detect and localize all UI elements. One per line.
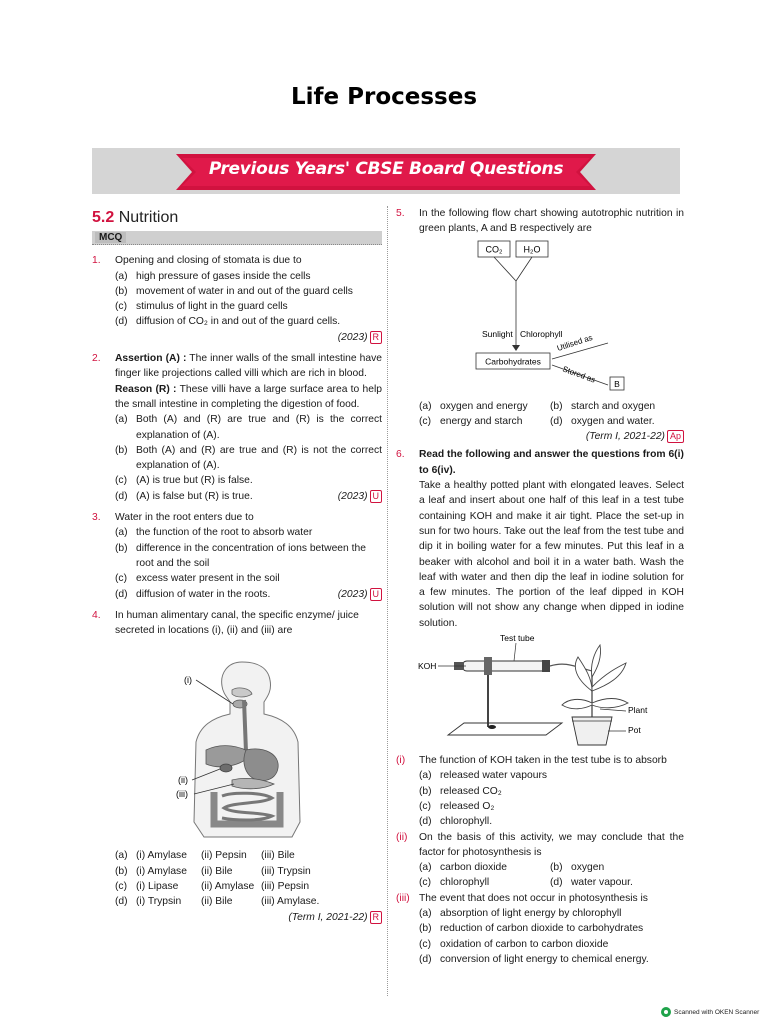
question-6-passage: Take a healthy potted plant with elongated leaves. Select a leaf and insert about one half of this leaf in a test tube containing KOH and make it air tight. Place the set-up in sun for two hours. Take out the leaf from the test tube and dip it in boiling water for a few minutes. Put this leaf in a beaker with alcohol and boil it in a water bath. Wash the leaf with water and then dip the leaf in iodine solution for a few minutes. The portion of the leaf dipped in KOH solution will not show any change when dipped in iodine solution. xyxy=(419,480,684,629)
question-6-iii: (iii) The event that does not occur in photosynthesis is xyxy=(396,892,648,904)
chart-stored: Stored as xyxy=(561,364,597,385)
q4-option-b: (b) (i) Amylase (ii) Bile (iii) Trypsin xyxy=(115,865,311,877)
question-2: 2. Assertion (A) : The inner walls of the small intestine have finger like projections called villi which are rich in blood. xyxy=(92,353,383,380)
chart-a: A xyxy=(614,338,620,349)
q1-option-d: (d) diffusion of CO₂ in and out of the guard cells. xyxy=(115,316,341,328)
fig-koh-label: KOH xyxy=(418,661,437,672)
q2-option-c: (c) (A) is true but (R) is false. xyxy=(115,475,253,487)
q2-option-a: (a) Both (A) and (R) are true and (R) is the correct explanation of (A). xyxy=(115,414,382,441)
q5-options-row-2: (c) energy and starch (d) oxygen and water. xyxy=(419,415,655,427)
scanner-watermark: Scanned with OKEN Scanner xyxy=(661,1007,759,1017)
left-column xyxy=(92,206,382,925)
q5-options-row-1: (a) oxygen and energy (b) starch and oxygen xyxy=(419,400,656,412)
q3-option-d: (d) diffusion of water in the roots. (2023) U xyxy=(92,587,382,602)
question-2-reason: Reason (R) : These villi have a large surface area to help the small intestine in completing the digestion of food. xyxy=(115,383,383,410)
fig-label-i: (i) xyxy=(184,675,192,686)
q6ii-options-row-1: (a) carbon dioxide (b) oxygen xyxy=(419,862,605,874)
q3-option-a: (a) the function of the root to absorb water xyxy=(115,527,313,539)
scanner-logo-icon xyxy=(661,1007,671,1017)
koh-experiment-figure xyxy=(396,631,684,747)
q2-badge: U xyxy=(370,490,383,503)
question-1: 1. Opening and closing of stomata is due to xyxy=(92,255,302,267)
q6i-option-d: (d) chlorophyll. xyxy=(419,816,493,828)
fig-plant-label: Plant xyxy=(628,705,648,716)
q1-option-c: (c) stimulus of light in the guard cells xyxy=(115,301,288,313)
q6iii-option-a: (a) absorption of light energy by chlorophyll xyxy=(419,908,622,920)
q6i-option-b: (b) released CO₂ xyxy=(419,785,502,797)
chart-b: B xyxy=(614,378,620,389)
chart-chlorophyll: Chlorophyll xyxy=(520,328,563,339)
q3-year-tag: (2023) U xyxy=(338,587,382,602)
q6i-option-c: (c) released O₂ xyxy=(419,800,495,812)
q1-option-a: (a) high pressure of gases inside the cells xyxy=(115,270,311,282)
column-divider xyxy=(387,206,388,996)
chart-utilised: Utilised as xyxy=(555,332,594,353)
chart-h2o: H₂O xyxy=(523,244,541,255)
chart-co2: CO₂ xyxy=(485,244,503,255)
q6iii-option-b: (b) reduction of carbon dioxide to carbohydrates xyxy=(419,923,644,935)
question-6: 6. Read the following and answer the questions from 6(i) to 6(iv). xyxy=(396,449,684,476)
question-6-ii: (ii) On the basis of this activity, we may conclude that the factor for photosynthesis is xyxy=(396,831,684,858)
q1-year-tag: (2023) R xyxy=(92,330,382,345)
q5-year-tag: (Term I, 2021-22) Ap xyxy=(396,429,684,444)
fig-test-tube-label: Test tube xyxy=(500,633,535,644)
q1-option-b: (b) movement of water in and out of the guard cells xyxy=(115,285,353,297)
q2-year-tag: (2023) U xyxy=(338,489,382,504)
question-5: 5. In the following flow chart showing autotrophic nutrition in green plants, A and B respectively are xyxy=(396,208,684,235)
q3-option-b: (b) difference in the concentration of ions between the root and the soil xyxy=(115,542,366,569)
q5-badge: Ap xyxy=(667,430,684,443)
mcq-subheading: MCQ xyxy=(92,231,382,245)
banner-title: Previous Years' CBSE Board Questions xyxy=(208,159,564,179)
question-6-i: (i) The function of KOH taken in the test tube is to absorb xyxy=(396,755,667,767)
q3-option-c: (c) excess water present in the soil xyxy=(115,573,280,585)
right-column xyxy=(396,206,684,967)
q4-option-d: (d) (i) Trypsin (ii) Bile (iii) Amylase. xyxy=(115,896,320,908)
q4-option-a: (a) (i) Amylase (ii) Pepsin (iii) Bile xyxy=(115,850,295,862)
q6i-option-a: (a) released water vapours xyxy=(419,770,548,782)
question-4: 4. In human alimentary canal, the specific enzyme/ juice secreted in locations (i), (ii) and (iii) are xyxy=(92,609,359,637)
q4-option-c: (c) (i) Lipase (ii) Amylase (iii) Pepsin xyxy=(115,881,310,893)
fig-label-ii: (ii) xyxy=(178,775,188,786)
q3-badge: U xyxy=(370,588,383,601)
q6iii-option-c: (c) oxidation of carbon to carbon dioxide xyxy=(419,938,609,950)
section-heading: 5.2 Nutrition xyxy=(92,209,179,226)
chart-carbohydrates: Carbohydrates xyxy=(485,356,541,367)
fig-pot-label: Pot xyxy=(628,725,641,736)
q2-option-d: (d) (A) is false but (R) is true. (2023) U xyxy=(92,489,382,504)
q6iii-option-d: (d) conversion of light energy to chemical energy. xyxy=(419,953,649,965)
fig-label-iii: (iii) xyxy=(176,789,188,800)
chart-sunlight: Sunlight xyxy=(482,328,513,339)
autotrophic-flow-chart xyxy=(396,237,684,365)
page-title: Life Processes xyxy=(290,84,478,110)
q1-badge: R xyxy=(370,331,383,344)
q4-year-tag: (Term I, 2021-22) R xyxy=(92,910,382,925)
question-3: 3. Water in the root enters due to xyxy=(92,512,254,524)
q6ii-options-row-2: (c) chlorophyll (d) water vapour. xyxy=(419,877,633,889)
digestive-system-figure xyxy=(92,642,382,842)
q2-option-b: (b) Both (A) and (R) are true and (R) is not the correct explanation of (A). xyxy=(115,444,382,472)
q4-badge: R xyxy=(370,911,383,924)
